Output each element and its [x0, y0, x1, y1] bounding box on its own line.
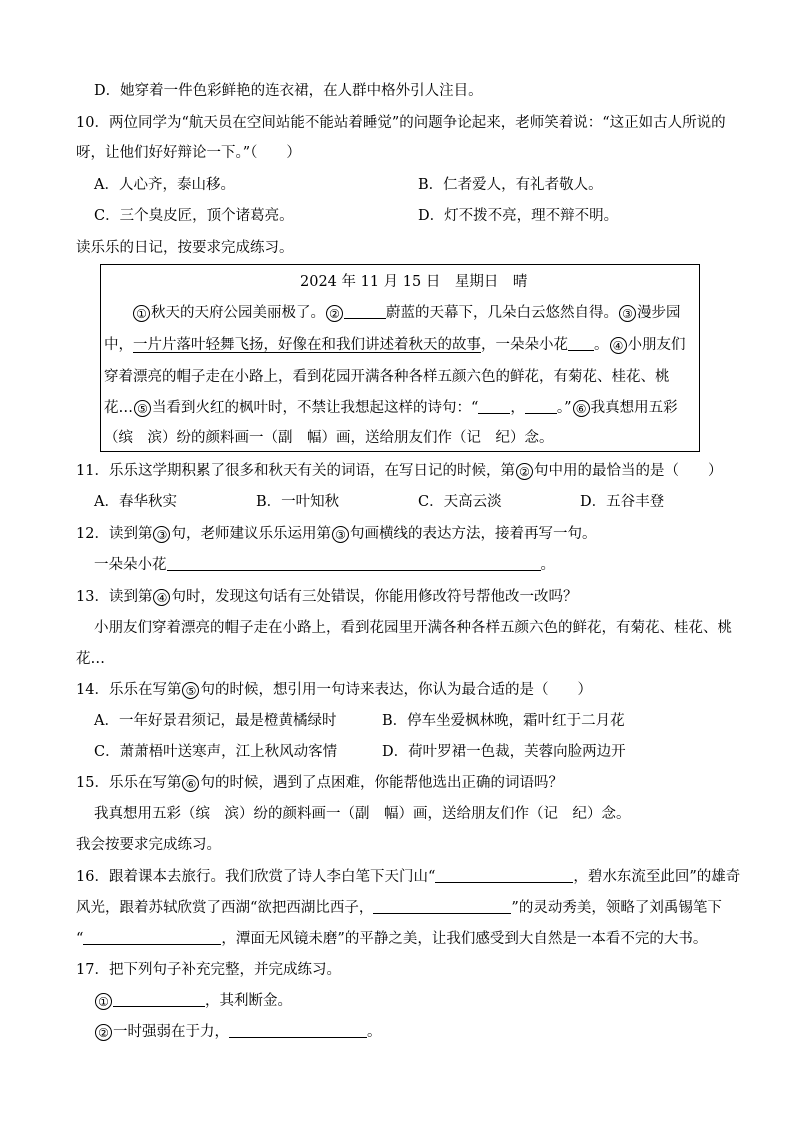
- q17-blank-1[interactable]: [113, 992, 205, 1007]
- diary-text: 我真想用五彩: [590, 400, 678, 416]
- diary-line-3: 穿着漂亮的帽子走在小路上，看到花园开满各种各样五颜六色的鲜花，有菊花、桂花、桃: [104, 369, 670, 385]
- q17-text: 一时强弱在于力，: [113, 1024, 229, 1040]
- diary-text: 中，: [104, 337, 133, 353]
- q16-text: “: [76, 931, 84, 947]
- q16-line3: [76, 930, 707, 948]
- blank-poem-1[interactable]: [478, 399, 510, 414]
- q12-text: 一朵朵小花: [94, 557, 167, 573]
- section2-intro: 我会按要求完成练习。: [76, 837, 221, 853]
- q15-stem: [76, 774, 563, 792]
- q15-text: 15．乐乐在写第: [76, 775, 182, 791]
- q14-option-b: B．停车坐爱枫林晚，霜叶红于二月花: [382, 713, 625, 729]
- q10-option-a: A．人心齐，泰山移。: [94, 177, 235, 193]
- q17-stem: 17．把下列句子补充完整，并完成练习。: [76, 962, 341, 978]
- q10-stem-line1: 10．两位同学为“航天员在空间站能不能站着睡觉”的问题争论起来，老师笑着说：“这正如古人所说的: [76, 115, 726, 131]
- q11-option-b: B．一叶知秋: [256, 494, 340, 510]
- diary-text: ，一朵朵小花: [481, 337, 568, 353]
- diary-text: 秋天的天府公园美丽极了。: [151, 305, 325, 321]
- q15-text: 句的时候，遇到了点困难，你能帮他选出正确的词语吗？: [200, 775, 563, 791]
- q11-text: 句中用的最恰当的是（ ）: [533, 463, 723, 479]
- diary-text: ，: [510, 400, 525, 416]
- q16-blank-1[interactable]: [435, 868, 573, 883]
- item-mark-1: ①: [95, 993, 112, 1010]
- q16-blank-3[interactable]: [83, 930, 221, 945]
- item-mark-2: ②: [95, 1024, 112, 1041]
- sentence-mark-1: ①: [133, 305, 150, 322]
- q13-text-line1: 小朋友们穿着漂亮的帽子走在小路上，看到花园里开满各种各样五颜六色的鲜花，有菊花、桂花、桃: [94, 620, 732, 636]
- sentence-mark-5: ⑤: [134, 400, 151, 417]
- q14-text: 句的时候，想引用一句诗来表达，你认为最合适的是（ ）: [200, 682, 592, 698]
- diary-text: 花…: [104, 400, 133, 416]
- q12-text: 句画横线的表达方法，接着再写一句。: [349, 526, 597, 542]
- q14-text: 14．乐乐在写第: [76, 682, 182, 698]
- q11-option-d: D．五谷丰登: [580, 494, 665, 510]
- q13-text: 句时，发现这句话有三处错误，你能用修改符号帮他改一改吗？: [171, 589, 578, 605]
- sentence-mark-4: ④: [153, 589, 170, 606]
- diary-text: 蔚蓝的天幕下，几朵白云悠然自得。: [386, 305, 618, 321]
- q9-option-d: D．她穿着一件色彩鲜艳的连衣裙，在人群中格外引人注目。: [94, 83, 483, 99]
- q10-option-c: C．三个臭皮匠，顶个诸葛亮。: [94, 208, 294, 224]
- sentence-mark-6: ⑥: [182, 775, 199, 792]
- q12-answer-blank[interactable]: [167, 556, 541, 571]
- sentence-mark-5: ⑤: [182, 682, 199, 699]
- q10-option-d: D．灯不拨不亮，理不辩不明。: [418, 208, 619, 224]
- diary-text: 。: [594, 337, 609, 353]
- diary-text: 小朋友们: [627, 337, 686, 353]
- sentence-mark-4: ④: [610, 337, 627, 354]
- diary-header: 2024 年 11 月 15 日 星期日 晴: [300, 274, 528, 290]
- q12-text: 12．读到第: [76, 526, 153, 542]
- q10-stem-line2: 呀，让他们好好辩论一下。”（ ）: [76, 145, 301, 161]
- sentence-mark-6: ⑥: [573, 400, 590, 417]
- diary-text: 漫步园: [637, 305, 681, 321]
- q16-blank-2[interactable]: [373, 899, 511, 914]
- diary-line-1: [132, 304, 681, 322]
- q15-text: 我真想用五彩（缤 滨）纷的颜料画一（副 幅）画，送给朋友们作（记 纪）念。: [94, 806, 631, 822]
- q13-stem: [76, 588, 577, 606]
- q14-option-a: A．一年好景君须记，最是橙黄橘绿时: [94, 713, 337, 729]
- q13-text-line2: 花…: [76, 651, 105, 667]
- q16-text: 16．跟着课本去旅行。我们欣赏了诗人李白笔下天门山“: [76, 869, 436, 885]
- q11-option-a: A．春华秋实: [94, 494, 177, 510]
- q11-stem: [76, 462, 722, 480]
- q16-text: ”的灵动秀美，领略了刘禹锡笔下: [511, 900, 722, 916]
- q11-option-c: C．天高云淡: [418, 494, 502, 510]
- q14-option-d: D．荷叶罗裙一色裁，芙蓉向脸两边开: [382, 744, 626, 760]
- q17-blank-2[interactable]: [229, 1023, 367, 1038]
- diary-text: 当看到火红的枫叶时，不禁让我想起这样的诗句：“: [152, 400, 479, 416]
- q12-stem: [76, 525, 596, 543]
- underlined-sentence: 一片片落叶轻舞飞扬，好像在和我们讲述着秋天的故事: [133, 337, 481, 353]
- q12-text: 句，老师建议乐乐运用第: [171, 526, 331, 542]
- blank-2[interactable]: [344, 304, 386, 319]
- diary-box: [100, 264, 700, 452]
- q11-text: 11．乐乐这学期积累了很多和秋天有关的词语，在写日记的时候，第: [76, 463, 515, 479]
- q17-item-1: [94, 992, 292, 1010]
- diary-text: 。”: [556, 400, 572, 416]
- q16-line2: [76, 899, 722, 917]
- diary-intro: 读乐乐的日记，按要求完成练习。: [76, 240, 294, 256]
- q17-text: ，其利断金。: [205, 993, 292, 1009]
- q17-item-2: [94, 1023, 382, 1041]
- sentence-mark-2: ②: [326, 305, 343, 322]
- q14-option-c: C．萧萧梧叶送寒声，江上秋风动客情: [94, 744, 338, 760]
- q10-option-b: B．仁者爱人，有礼者敬人。: [418, 177, 603, 193]
- blank-poem-2[interactable]: [525, 399, 557, 414]
- diary-line-5: （缤 滨）纷的颜料画一（副 幅）画，送给朋友们作（记 纪）念。: [104, 430, 554, 446]
- q13-text: 13．读到第: [76, 589, 153, 605]
- blank-flower[interactable]: [568, 336, 594, 351]
- q12-text: 。: [540, 557, 555, 573]
- sentence-mark-3: ③: [332, 526, 349, 543]
- diary-line-4: [104, 399, 678, 417]
- q12-answer-line: [94, 556, 555, 574]
- q14-stem: [76, 681, 592, 699]
- sentence-mark-2: ②: [516, 463, 533, 480]
- q16-text: 风光，跟着苏轼欣赏了西湖“欲把西湖比西子，: [76, 900, 374, 916]
- diary-line-2: [104, 336, 686, 354]
- q17-text: 。: [367, 1024, 382, 1040]
- q16-text: ，潭面无风镜未磨”的平静之美，让我们感受到大自然是一本看不完的大书。: [221, 931, 708, 947]
- q16-line1: [76, 868, 740, 886]
- q16-text: ，碧水东流至此回”的雄奇: [573, 869, 741, 885]
- sentence-mark-3: ③: [153, 526, 170, 543]
- sentence-mark-3: ③: [619, 305, 636, 322]
